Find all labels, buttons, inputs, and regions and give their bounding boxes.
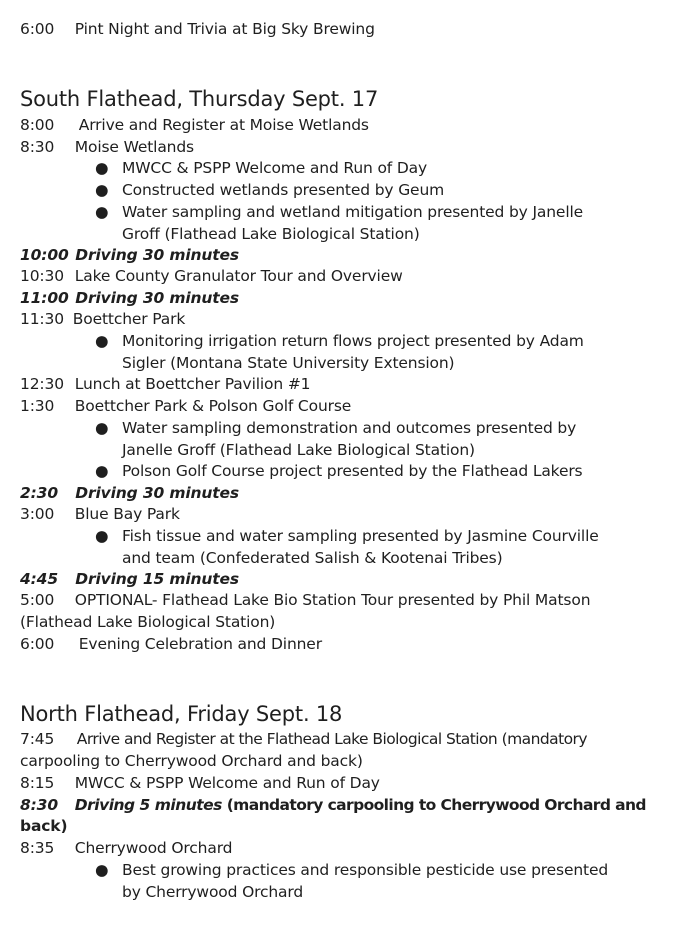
bullet-text: Monitoring irrigation return flows project presented by Adam — [122, 332, 584, 350]
agenda-item — [20, 308, 185, 330]
agenda-item — [20, 395, 351, 417]
bullet-text: Polson Golf Course project presented by the Flathead Lakers — [122, 462, 583, 480]
agenda-item — [20, 772, 380, 794]
bullet-text-continued: Janelle Groff (Flathead Lake Biological Station) — [122, 441, 475, 459]
item-time: 10:30 — [20, 267, 64, 285]
item-text-continued: (Flathead Lake Biological Station) — [20, 613, 276, 631]
driving-item — [20, 244, 239, 266]
item-text: OPTIONAL- Flathead Lake Bio Station Tour presented by Phil Matson — [74, 591, 591, 609]
item-text: Blue Bay Park — [74, 505, 180, 523]
item-note: (mandatory carpooling to Cherrywood Orchard and — [226, 796, 646, 814]
agenda-item — [20, 589, 590, 611]
item-time: 3:00 — [20, 505, 55, 523]
item-time: 8:00 — [20, 116, 55, 134]
item-text: Lunch at Boettcher Pavilion #1 — [74, 375, 311, 393]
item-time: 10:00 — [20, 246, 69, 264]
agenda-item — [20, 837, 232, 859]
bullet-text: Constructed wetlands presented by Geum — [122, 181, 445, 199]
item-text: Arrive and Register at Moise Wetlands — [78, 116, 369, 134]
section-heading-north: North Flathead, Friday Sept. 18 — [20, 702, 343, 726]
item-time: 12:30 — [20, 375, 64, 393]
driving-item — [20, 482, 239, 504]
item-text: Pint Night and Trivia at Big Sky Brewing — [74, 20, 375, 38]
driving-item — [20, 287, 239, 309]
item-time: 5:00 — [20, 591, 55, 609]
bullet-text-continued: by Cherrywood Orchard — [122, 883, 304, 901]
bullet-icon: ● — [95, 861, 109, 879]
item-text: Boettcher Park & Polson Golf Course — [74, 397, 352, 415]
item-text: Driving 15 minutes — [75, 570, 239, 588]
item-time: 2:30 — [20, 484, 58, 502]
item-text: Cherrywood Orchard — [74, 839, 233, 857]
bullet-text: Best growing practices and responsible pesticide use presented — [122, 861, 609, 879]
item-time: 4:45 — [20, 570, 58, 588]
bullet-text: Fish tissue and water sampling presented by Jasmine Courville — [122, 527, 599, 545]
agenda-item — [20, 503, 180, 525]
driving-item — [20, 568, 239, 590]
item-time: 1:30 — [20, 397, 55, 415]
item-time: 11:30 — [20, 310, 64, 328]
item-text: Driving 30 minutes — [75, 289, 239, 307]
bullet-icon: ● — [95, 181, 109, 199]
bullet-icon: ● — [95, 419, 109, 437]
bullet-text: Water sampling demonstration and outcomes presented by — [122, 419, 577, 437]
bullet-text: Water sampling and wetland mitigation presented by Janelle — [122, 203, 584, 221]
bullet-text: MWCC & PSPP Welcome and Run of Day — [122, 159, 428, 177]
item-time: 8:35 — [20, 839, 55, 857]
agenda-item — [20, 633, 322, 655]
bullet-text-continued: Groff (Flathead Lake Biological Station) — [122, 225, 420, 243]
item-time: 8:30 — [20, 796, 58, 814]
item-text: Evening Celebration and Dinner — [78, 635, 322, 653]
agenda-item — [20, 728, 587, 750]
section-heading-south: South Flathead, Thursday Sept. 17 — [20, 87, 379, 111]
item-time: 11:00 — [20, 289, 69, 307]
item-text: Driving 5 minutes — [74, 796, 222, 814]
item-text-continued: back) — [20, 817, 68, 835]
bullet-text-continued: Sigler (Montana State University Extension) — [122, 354, 455, 372]
item-time: 8:15 — [20, 774, 55, 792]
bullet-icon: ● — [95, 527, 109, 545]
agenda-item — [20, 373, 310, 395]
item-text-continued: carpooling to Cherrywood Orchard and back) — [20, 752, 363, 770]
agenda-item — [20, 136, 194, 158]
bullet-icon: ● — [95, 203, 109, 221]
bullet-icon: ● — [95, 332, 109, 350]
item-text: Arrive and Register at the Flathead Lake Biological Station (mandatory — [76, 730, 587, 748]
item-text: Lake County Granulator Tour and Overview — [74, 267, 403, 285]
item-text: Driving 30 minutes — [75, 246, 239, 264]
agenda-item — [20, 18, 375, 40]
item-text: Driving 30 minutes — [75, 484, 239, 502]
bullet-text-continued: and team (Confederated Salish & Kootenai Tribes) — [122, 549, 503, 567]
item-text: MWCC & PSPP Welcome and Run of Day — [74, 774, 380, 792]
agenda-item — [20, 114, 369, 136]
item-time: 8:30 — [20, 138, 55, 156]
item-time: 6:00 — [20, 20, 55, 38]
item-time: 6:00 — [20, 635, 55, 653]
bullet-icon: ● — [95, 159, 109, 177]
agenda-item — [20, 265, 403, 287]
driving-item — [20, 794, 646, 816]
bullet-icon: ● — [95, 462, 109, 480]
item-time: 7:45 — [20, 730, 55, 748]
item-text: Boettcher Park — [72, 310, 186, 328]
item-text: Moise Wetlands — [74, 138, 194, 156]
